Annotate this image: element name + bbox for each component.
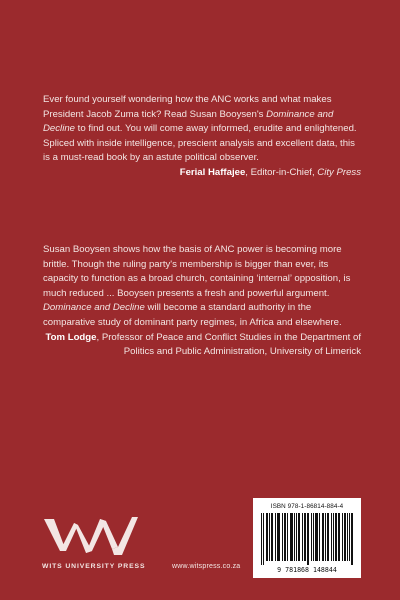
- barcode-bar: [287, 513, 288, 561]
- barcode-bar: [335, 513, 336, 561]
- barcode-bar: [298, 513, 299, 561]
- isbn-digits: [253, 566, 361, 574]
- barcode-bar: [315, 513, 316, 561]
- barcode-bar: [267, 513, 268, 561]
- barcode-bar: [311, 513, 312, 561]
- quote-author: Tom Lodge: [45, 331, 97, 343]
- barcode-bar: [294, 513, 295, 561]
- quote-text: [43, 93, 361, 166]
- barcode-bar: [349, 513, 350, 561]
- barcode-bar: [278, 513, 279, 561]
- isbn-digit-group: 9: [277, 566, 282, 574]
- isbn-digit-group: 781868: [285, 566, 309, 574]
- barcode-bar: [275, 513, 276, 561]
- isbn-digit-group: 148844: [312, 566, 337, 574]
- barcode-bar: [344, 513, 345, 561]
- barcode-bar: [290, 513, 291, 561]
- barcode-bar: [279, 513, 280, 561]
- barcode-bar: [284, 513, 285, 561]
- barcode-bar: [277, 513, 278, 561]
- barcode-bar: [328, 513, 329, 561]
- barcode-bar: [299, 513, 300, 561]
- barcode-bar: [292, 513, 293, 561]
- quote-text-part: Susan Booysen shows how the basis of ANC power is becoming more brittle. Though the ruling party's membership is bigger than ever, its capacity to function as a broad church, containing ‘internal’ opposition, is much reduced ... Booysen presents a fresh and powerful argument.: [43, 244, 351, 299]
- publisher-logo: [42, 515, 138, 559]
- barcode-bar: [339, 513, 340, 561]
- barcode-bar: [352, 513, 353, 565]
- barcode-bar: [307, 513, 308, 565]
- barcode-bar: [327, 513, 328, 561]
- barcode-bar: [305, 513, 306, 561]
- barcode-bar: [291, 513, 292, 561]
- wits-logo-icon: [42, 515, 138, 559]
- quote-attribution: [43, 331, 361, 360]
- barcode-bar: [333, 513, 334, 561]
- barcode-bar: [322, 513, 323, 561]
- barcode-bars: [261, 513, 353, 565]
- barcode-bar: [347, 513, 348, 561]
- book-title-italic: Dominance and Decline: [43, 302, 145, 314]
- publisher-name: WITS UNIVERSITY PRESS: [42, 563, 146, 570]
- barcode-bar: [302, 513, 303, 561]
- barcode-bar: [331, 513, 332, 561]
- isbn-label: ISBN 978-1-86814-884-4: [270, 503, 344, 510]
- quote-author: Ferial Haffajee: [179, 166, 246, 178]
- review-quote-haffajee: [43, 93, 361, 181]
- quote-author-role: , Editor-in-Chief,: [245, 166, 318, 178]
- barcode-bar: [316, 513, 317, 561]
- quote-text-part: Ever found yourself wondering how the ANC works and what makes President Jacob Zuma tick? Read Susan Booysen's: [43, 94, 332, 120]
- barcode-bar: [323, 513, 324, 561]
- quote-attribution: [43, 166, 361, 181]
- barcode-bar: [271, 513, 272, 561]
- quote-publication: City Press: [317, 166, 361, 178]
- quote-author-role: , Professor of Peace and Conflict Studies in the Department of Politics and Public Administration, University of Limerick: [96, 331, 361, 358]
- barcode-bar: [296, 513, 297, 561]
- barcode-bar: [317, 513, 318, 561]
- barcode-bar: [338, 513, 339, 561]
- barcode-bar: [304, 513, 305, 561]
- barcode-bar: [266, 513, 267, 561]
- barcode-bar: [282, 513, 283, 561]
- barcode-bar: [325, 513, 326, 561]
- barcode-bar: [345, 513, 346, 561]
- barcode-bar: [336, 513, 337, 561]
- barcode-bar: [269, 513, 270, 561]
- barcode-bar: [285, 513, 286, 561]
- quote-text-part: will become a standard authority in the comparative study of dominant party regimes, in Africa and elsewhere.: [43, 302, 342, 328]
- isbn-barcode: [253, 498, 361, 578]
- barcode-bar: [263, 513, 264, 565]
- barcode-bar: [272, 513, 273, 561]
- barcode-bar: [342, 513, 343, 561]
- review-quote-lodge: [43, 243, 361, 360]
- barcode-bar: [308, 513, 309, 565]
- barcode-bar: [261, 513, 262, 565]
- barcode-bar: [351, 513, 352, 565]
- barcode-bar: [313, 513, 314, 561]
- quote-text-part: to find out. You will come away informed, erudite and enlightened. Spliced with inside intelligence, prescient analysis and excellent data, this is a must-read book by an astute political observer.: [43, 123, 357, 164]
- publisher-website[interactable]: www.witspress.co.za: [172, 563, 241, 570]
- book-title-italic: Dominance and Decline: [43, 108, 334, 135]
- barcode-bar: [319, 513, 320, 561]
- quote-text: [43, 243, 361, 331]
